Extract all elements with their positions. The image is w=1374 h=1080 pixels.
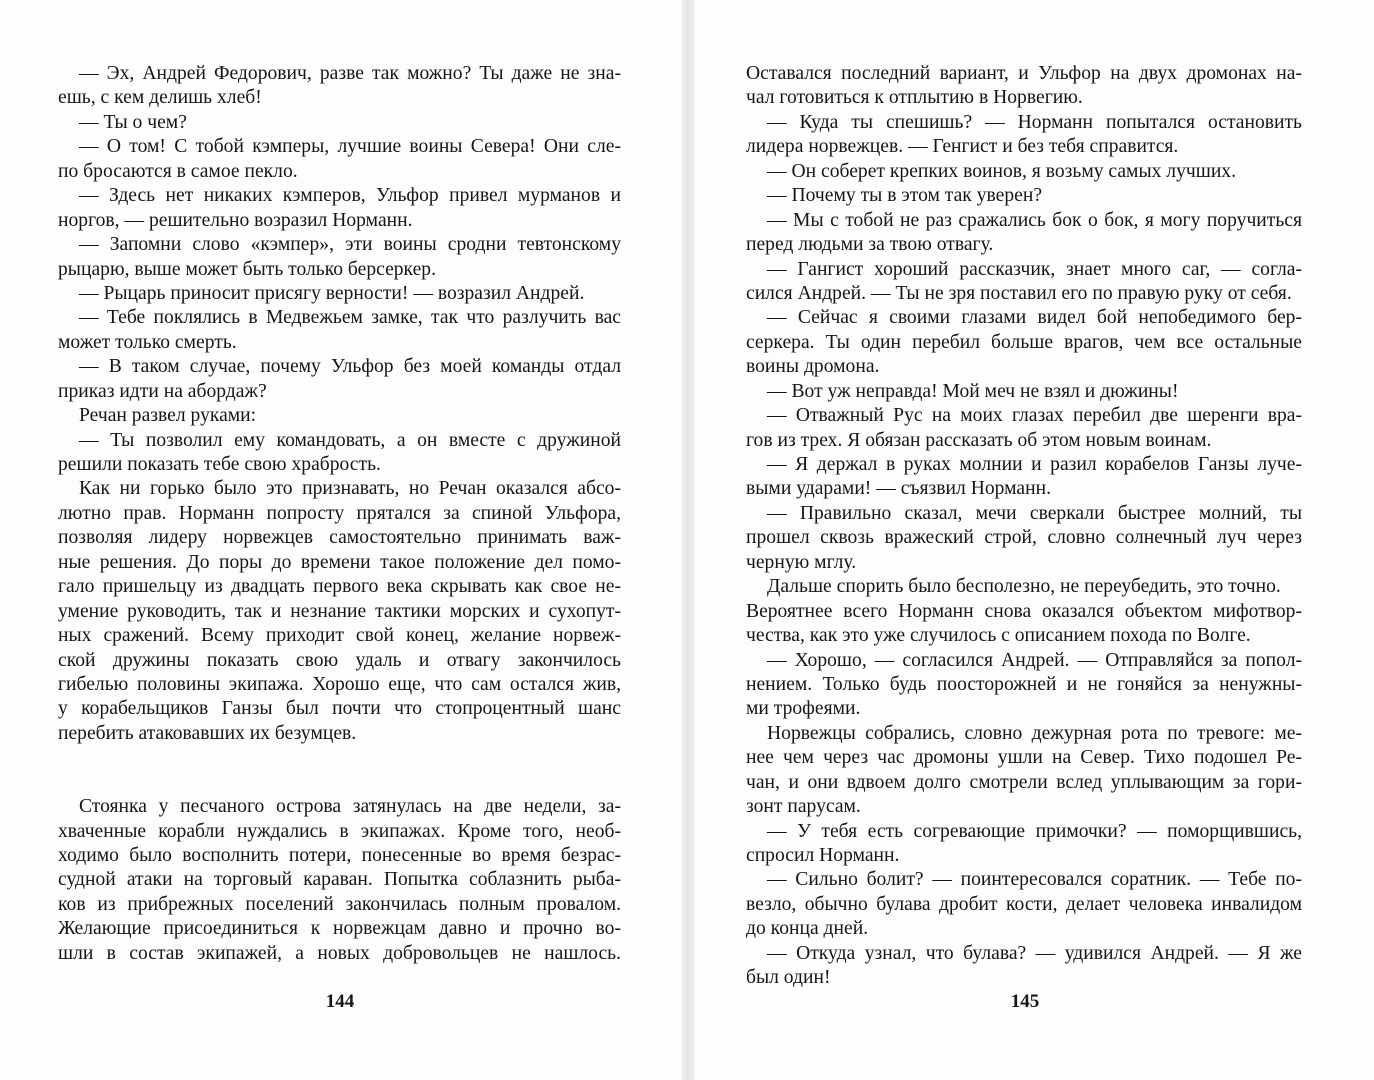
text-line: Оставался последний вариант, и Ульфор на двух дромонах на-: [746, 63, 1302, 84]
text-line: черную мглу.: [746, 551, 857, 573]
text-line: — Тебе поклялись в Медвежьем замке, так что разлучить вас: [79, 307, 621, 329]
text-line: хваченные корабли нуждались в экипажах. Кроме того, необ-: [58, 820, 621, 842]
text-line: нее чем через час дромоны ушли на Север. Тихо подошел Ре-: [746, 747, 1302, 769]
text-line: шли в состав экипажей, а новых добровольцев не нашлось.: [58, 942, 621, 964]
text-line: гибелью половины экипажа. Хорошо еще, что сам остался жив,: [58, 673, 621, 695]
text-line: — Отважный Рус на моих глазах перебил две шеренги вра-: [767, 405, 1302, 427]
text-line: серкера. Ты один перебил больше врагов, чем все остальные: [746, 331, 1302, 353]
book-gutter: [681, 0, 695, 1080]
text-line: — Рыцарь приносит присягу верности! — возразил Андрей.: [79, 282, 585, 304]
text-line: гов из трех. Я обязан рассказать об этом новым воинам.: [746, 429, 1212, 451]
text-line: — Я держал в руках молнии и разил корабелов Ганзы луче-: [767, 454, 1302, 475]
text-line: умение руководить, так и незнание тактики морских и сухопут-: [58, 600, 621, 622]
text-line: решили показать тебе свою храбрость.: [58, 454, 381, 475]
blank-line: [58, 771, 621, 795]
text-line: прошел сквозь вражеский строй, словно солнечный луч через: [746, 527, 1302, 549]
text-line: по бросаются в самое пекло.: [58, 160, 298, 182]
text-line: перебить атаковавших их безумцев.: [58, 722, 357, 744]
text-line: — В таком случае, почему Ульфор без моей команды отдал: [79, 356, 621, 378]
left-page-number: 144: [325, 991, 355, 1012]
text-line: спросил Норманн.: [746, 845, 900, 866]
text-line: до конца дней.: [746, 918, 869, 940]
text-line: норгов, — решительно возразил Норманн.: [58, 209, 413, 231]
text-line: — Хорошо, — согласился Андрей. — Отправляйся за попол-: [767, 649, 1302, 671]
text-line: Стоянка у песчаного острова затянулась на две недели, за-: [79, 796, 621, 818]
text-line: ных сражений. Всему приходит свой конец, желание норвеж-: [58, 625, 621, 647]
text-line: судной атаки на торговый караван. Попытка соблазнить рыба-: [58, 869, 621, 891]
text-line: Норвежцы собрались, словно дежурная рота по тревоге: ме-: [767, 722, 1302, 744]
text-line: — Сейчас я своими глазами видел бой непобедимого бер-: [767, 307, 1302, 329]
text-line: — Сильно болит? — поинтересовался соратник. — Тебе по-: [767, 869, 1302, 891]
text-line: у корабельщиков Ганзы был почти что стопроцентный шанс: [58, 698, 621, 720]
text-line: Желающие присоединиться к норвежцам давно и прочно во-: [58, 918, 621, 940]
text-line: — Ты о чем?: [79, 111, 187, 133]
text-line: — О том! С тобой кэмперы, лучшие воины Севера! Они сле-: [79, 136, 621, 158]
right-page-number: 145: [1010, 991, 1040, 1012]
text-line: ков из прибрежных поселений закончилась полным провалом.: [58, 893, 621, 915]
text-line: — Эх, Андрей Федорович, разве так можно? Ты даже не зна-: [79, 63, 621, 84]
text-line: нением. Только будь поосторожней и не гоняйся за ненужны-: [746, 673, 1302, 695]
text-line: везло, обычно булава дробит кости, делает человека инвалидом: [746, 893, 1302, 915]
text-line: — Ты позволил ему командовать, а он вместе с дружиной: [79, 429, 621, 451]
text-line: — Правильно сказал, мечи сверкали быстрее молний, ты: [767, 502, 1302, 524]
text-line: выми ударами! — съязвил Норманн.: [746, 478, 1051, 500]
text-line: — Здесь нет никаких кэмперов, Ульфор привел мурманов и: [79, 185, 621, 207]
text-line: лютно прав. Норманн попросту прятался за спиной Ульфора,: [58, 502, 621, 524]
text-line: ми трофеями.: [746, 698, 861, 720]
text-line: Дальше спорить было бесполезно, не переубедить, это точно.: [767, 576, 1281, 598]
text-line: сился Андрей. — Ты не зря поставил его по правую руку от себя.: [746, 282, 1292, 304]
left-page-text: [58, 62, 621, 966]
text-line: — Куда ты спешишь? — Норманн попытался остановить: [767, 111, 1302, 133]
text-line: лидера норвежцев. — Генгист и без тебя справится.: [746, 136, 1179, 158]
text-line: Вероятнее всего Норманн снова оказался объектом мифотвор-: [746, 600, 1302, 622]
text-line: — Он соберет крепких воинов, я возьму самых лучших.: [767, 160, 1236, 182]
text-line: ходимо было восполнить потери, понесенные во время безрас-: [58, 845, 621, 866]
text-line: чан, и они вдвоем долго смотрели вслед уплывающим за гори-: [746, 771, 1302, 793]
text-line: — Мы с тобой не раз сражались бок о бок, я могу поручиться: [767, 209, 1302, 231]
text-line: — Откуда узнал, что булава? — удивился Андрей. — Я же: [767, 942, 1302, 964]
text-line: может только смерть.: [58, 331, 237, 353]
text-line: приказ идти на абордаж?: [58, 380, 267, 402]
text-line: Как ни горько было это признавать, но Речан оказался абсо-: [79, 478, 621, 500]
text-line: — Гангист хороший рассказчик, знает много саг, — согла-: [767, 258, 1302, 280]
text-line: Речан развел руками:: [79, 405, 257, 427]
text-line: ской дружины показать свою удаль и отвагу закончилось: [58, 649, 621, 671]
text-line: — Запомни слово «кэмпер», эти воины сродни тевтонскому: [79, 234, 621, 256]
text-line: перед людьми за твою отвагу.: [746, 234, 994, 256]
right-page-text: [746, 62, 1302, 991]
text-line: чал готовиться к отплытию в Норвегию.: [746, 87, 1083, 109]
text-line: — Вот уж неправда! Мой меч не взял и дюжины!: [767, 380, 1179, 402]
text-line: был один!: [746, 967, 831, 989]
text-line: — Почему ты в этом так уверен?: [767, 185, 1043, 207]
text-line: ешь, с кем делишь хлеб!: [58, 87, 262, 109]
text-line: чества, как это уже случилось с описанием похода по Волге.: [746, 625, 1251, 647]
text-line: рыцарю, выше может быть только берсеркер.: [58, 258, 436, 280]
text-line: гало пришельцу из двадцать первого века скрывать как свое не-: [58, 576, 621, 598]
text-line: воины дромона.: [746, 356, 880, 378]
blank-line: [58, 746, 621, 770]
text-line: позволяя лидеру норвежцев самостоятельно принимать важ-: [58, 527, 621, 549]
text-line: ные решения. До поры до времени такое положение дел помо-: [58, 551, 621, 573]
text-line: зонт парусам.: [746, 796, 861, 818]
text-line: — У тебя есть согревающие примочки? — поморщившись,: [767, 820, 1302, 842]
